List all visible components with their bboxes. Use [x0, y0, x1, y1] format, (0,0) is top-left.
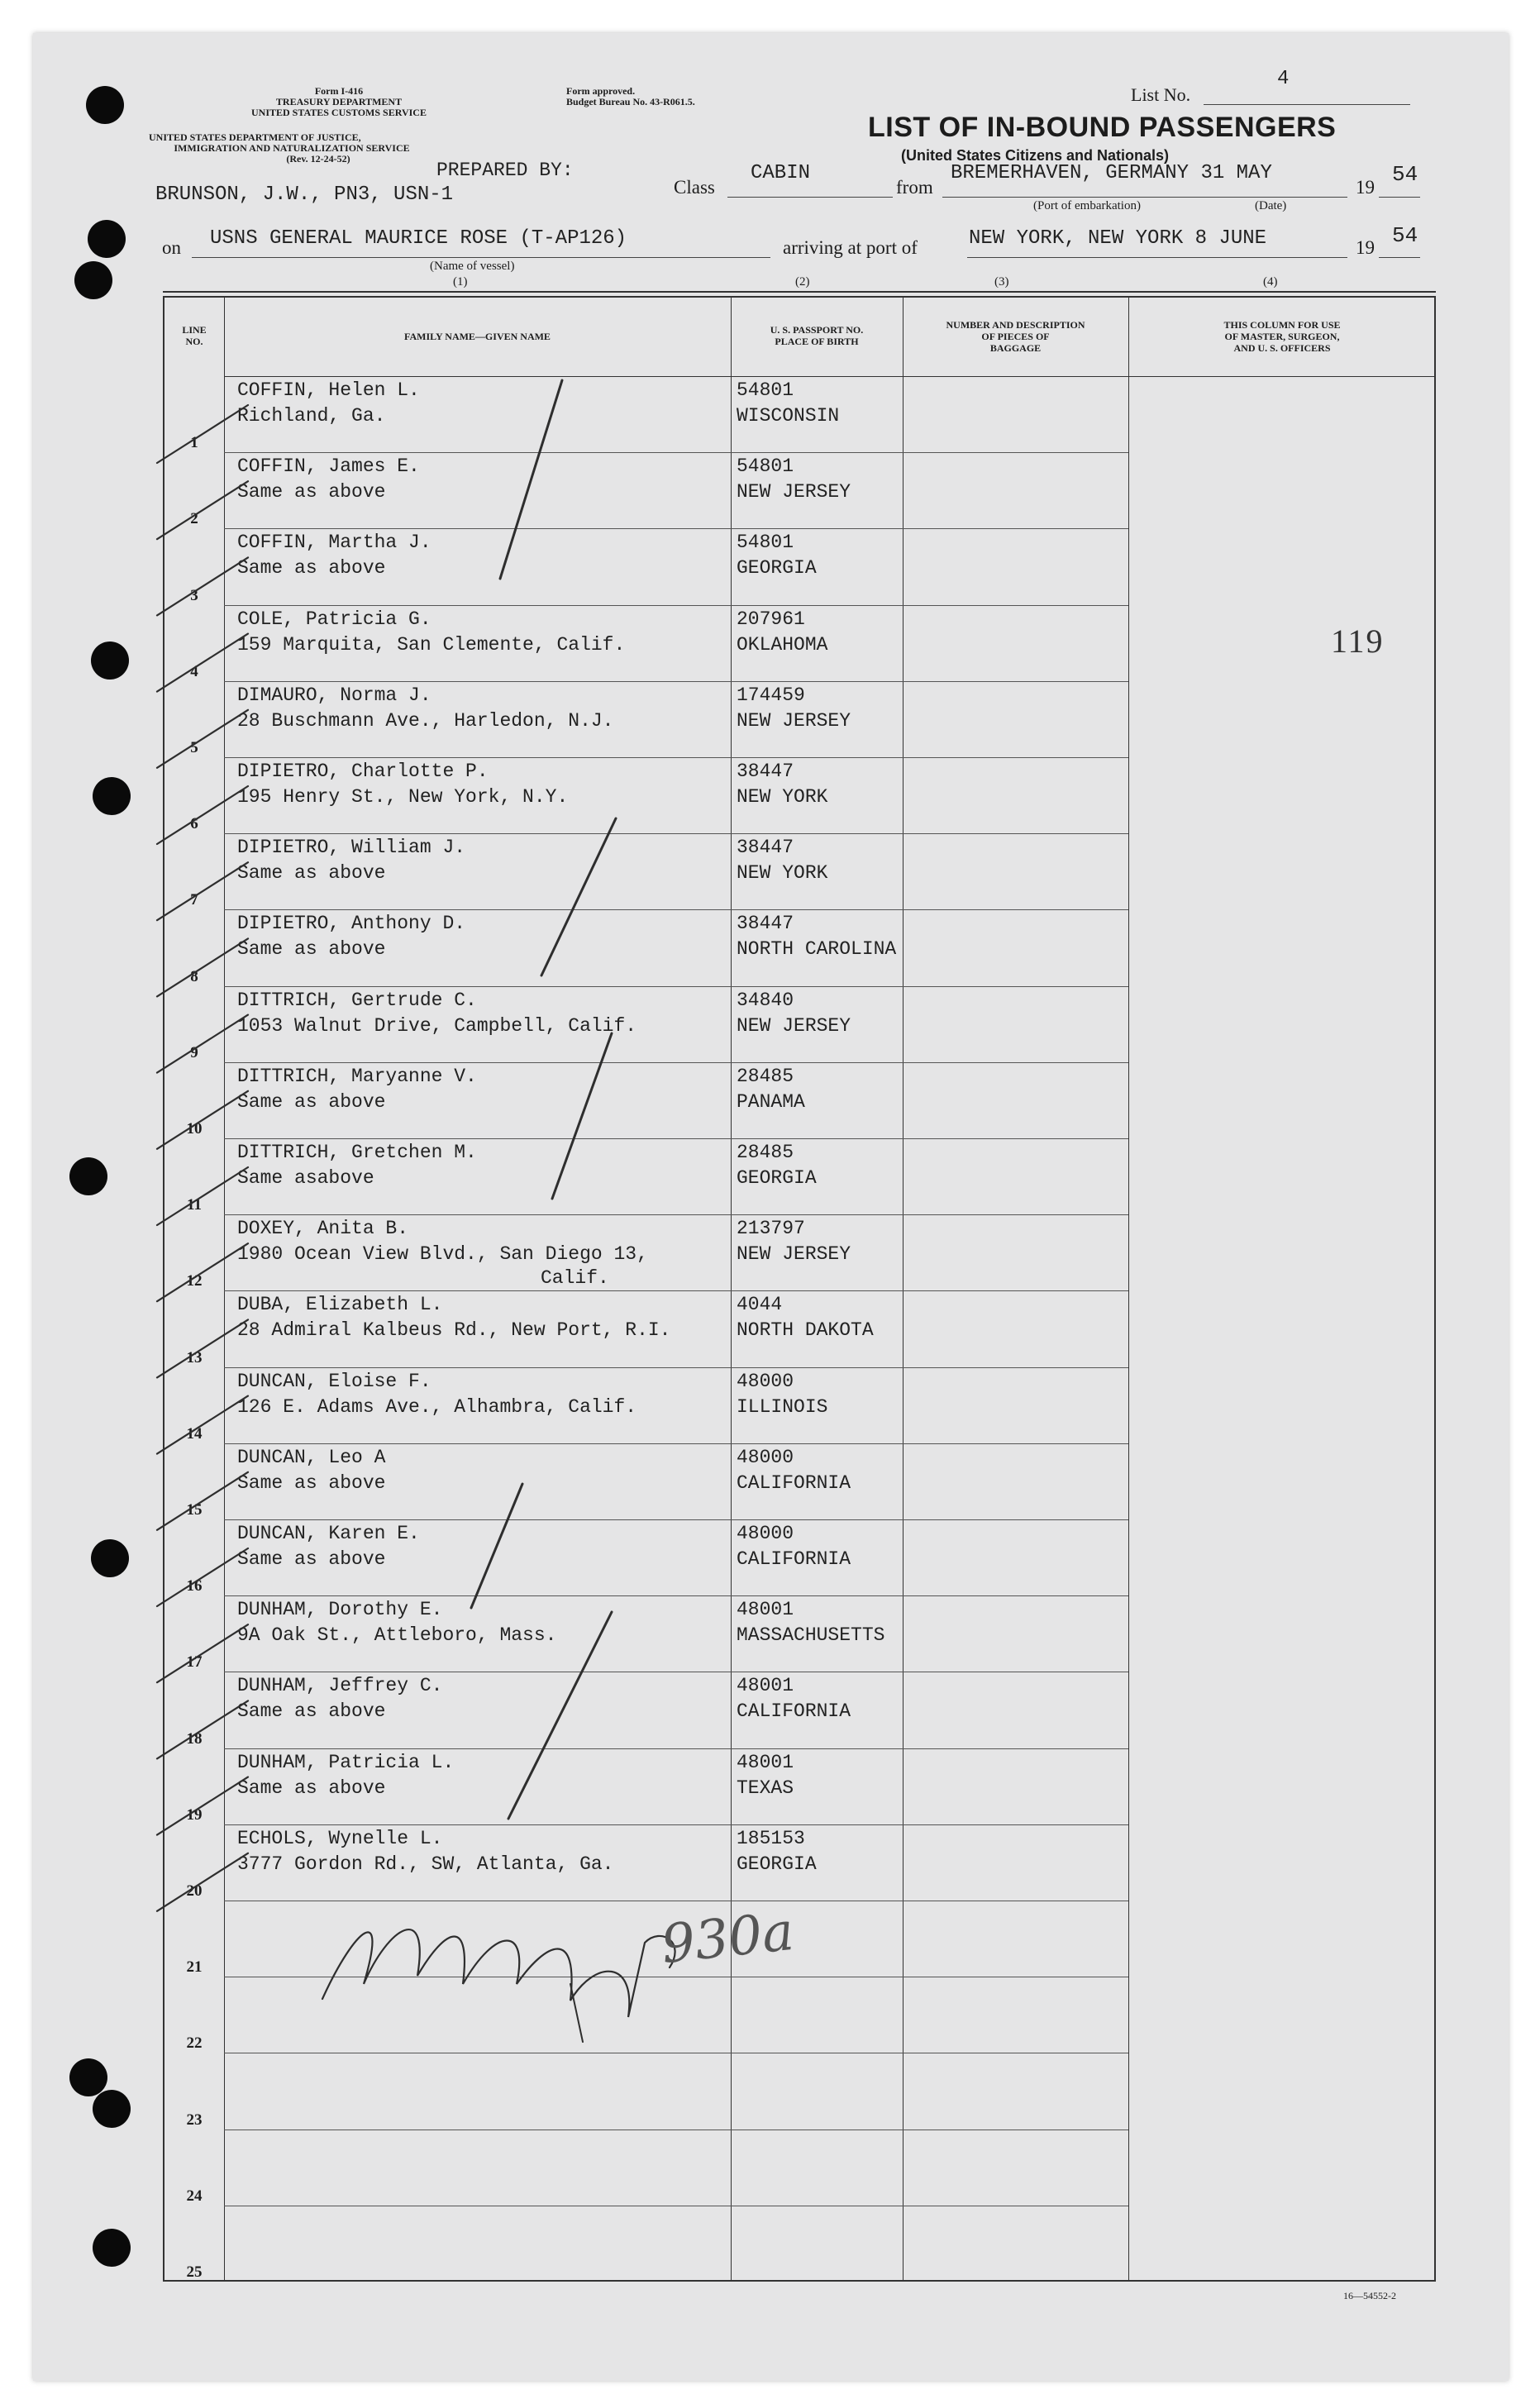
passport-number: 48000 — [737, 1523, 794, 1544]
place-of-birth: OKLAHOMA — [737, 633, 828, 656]
rev-label: (Rev. 12-24-52) — [286, 153, 350, 165]
passenger-name: DIPIETRO, William J. — [237, 837, 466, 859]
line-number: 9 — [190, 1043, 198, 1061]
check-mark — [157, 1319, 248, 1377]
class-label: Class — [674, 177, 715, 198]
line-number: 25 — [186, 2263, 203, 2281]
place-of-birth: NEW JERSEY — [737, 1243, 851, 1266]
check-mark — [157, 405, 248, 463]
header-baggage: NUMBER AND DESCRIPTION OF PIECES OF BAGGAGE — [946, 319, 1085, 354]
place-of-birth: GEORGIA — [737, 1167, 817, 1189]
passenger-name: DOXEY, Anita B. — [237, 1218, 409, 1240]
col-num-4: (4) — [1263, 275, 1278, 289]
year-prefix-1: 19 — [1356, 177, 1375, 198]
line-number: 10 — [186, 1120, 203, 1137]
passenger-address: 195 Henry St., New York, N.Y. — [237, 786, 569, 808]
arriving-label: arriving at port of — [783, 237, 918, 258]
passenger-address: 1980 Ocean View Blvd., San Diego 13, — [237, 1243, 648, 1266]
line-number: 11 — [187, 1196, 202, 1214]
passenger-address: Same as above — [237, 557, 386, 579]
passport-number: 174459 — [737, 684, 805, 706]
line-number: 21 — [186, 1958, 203, 1977]
passenger-name: DUNHAM, Dorothy E. — [237, 1599, 443, 1621]
check-mark — [157, 862, 248, 920]
passenger-address: 126 E. Adams Ave., Alhambra, Calif. — [237, 1395, 637, 1418]
line-number: 2 — [190, 510, 198, 528]
line-number: 13 — [186, 1348, 203, 1366]
passenger-name: DIPIETRO, Anthony D. — [237, 913, 466, 935]
handwritten-time: 930a — [658, 1901, 797, 1977]
line-number: 6 — [190, 815, 198, 833]
line-number: 1 — [190, 434, 198, 452]
line-number: 17 — [186, 1653, 203, 1672]
port-embark-caption: (Port of embarkation) — [1033, 199, 1141, 212]
passenger-name: COFFIN, Helen L. — [237, 379, 420, 401]
col-num-2: (2) — [795, 275, 810, 289]
line-number: 3 — [190, 586, 198, 604]
officer-note: 119 — [1331, 622, 1385, 660]
passport-number: 48001 — [737, 1675, 794, 1697]
passenger-address: Same as above — [237, 481, 386, 503]
line-number: 22 — [186, 2034, 203, 2053]
year-prefix-2: 19 — [1356, 237, 1375, 258]
check-mark — [157, 1091, 248, 1149]
form-approved: Form approved. — [566, 85, 636, 97]
place-of-birth: NEW YORK — [737, 786, 828, 808]
check-mark — [157, 1700, 248, 1758]
place-of-birth: NORTH DAKOTA — [737, 1319, 874, 1342]
passport-number: 28485 — [737, 1065, 794, 1087]
passenger-name: COFFIN, James E. — [237, 455, 420, 478]
place-of-birth: MASSACHUSETTS — [737, 1624, 885, 1647]
list-no-value: 4 — [1277, 68, 1290, 90]
passenger-name: DIPIETRO, Charlotte P. — [237, 761, 489, 782]
passenger-address: 28 Buschmann Ave., Harledon, N.J. — [237, 709, 614, 732]
line-number: 15 — [186, 1501, 203, 1519]
passenger-name: DUBA, Elizabeth L. — [237, 1294, 443, 1316]
check-mark — [157, 1243, 248, 1301]
place-of-birth: CALIFORNIA — [737, 1700, 851, 1723]
passenger-address: 28 Admiral Kalbeus Rd., New Port, R.I. — [237, 1319, 671, 1342]
passenger-address: Same as above — [237, 862, 386, 885]
form-number: Form I-416 — [314, 85, 364, 97]
line-number: 14 — [186, 1424, 203, 1443]
check-mark — [157, 938, 248, 996]
check-mark — [157, 557, 248, 615]
passenger-address: Same as above — [237, 1700, 386, 1723]
place-of-birth: WISCONSIN — [737, 405, 840, 427]
passenger-name: DUNCAN, Leo A — [237, 1446, 386, 1468]
group-check-stroke — [552, 1033, 612, 1199]
check-mark — [157, 1472, 248, 1530]
passenger-name: DITTRICH, Maryanne V. — [237, 1065, 477, 1087]
passport-number: 207961 — [737, 608, 805, 630]
department-label: TREASURY DEPARTMENT — [275, 96, 403, 107]
place-of-birth: ILLINOIS — [737, 1395, 828, 1418]
line-number: 19 — [186, 1805, 203, 1824]
group-check-stroke — [471, 1484, 522, 1608]
line-number: 18 — [186, 1729, 203, 1748]
passenger-name: ECHOLS, Wynelle L. — [237, 1827, 443, 1849]
passport-number: 38447 — [737, 761, 794, 782]
vessel-caption: (Name of vessel) — [430, 260, 515, 273]
passport-number: 4044 — [737, 1294, 783, 1316]
on-label: on — [162, 237, 181, 258]
passenger-address: 9A Oak St., Attleboro, Mass. — [237, 1624, 557, 1647]
embark-value: BREMERHAVEN, GERMANY 31 MAY — [951, 162, 1272, 184]
place-of-birth: TEXAS — [737, 1777, 794, 1799]
passport-number: 48001 — [737, 1599, 794, 1621]
line-number: 8 — [190, 967, 198, 985]
check-mark — [157, 1548, 248, 1606]
check-mark — [157, 481, 248, 539]
passport-number: 48000 — [737, 1370, 794, 1392]
year-suffix-2: 54 — [1392, 223, 1418, 248]
col-num-3: (3) — [994, 275, 1009, 289]
ins-label: IMMIGRATION AND NATURALIZATION SERVICE — [174, 142, 410, 154]
group-check-stroke — [541, 818, 616, 975]
place-of-birth: CALIFORNIA — [737, 1548, 851, 1570]
place-of-birth: NEW JERSEY — [737, 481, 851, 503]
prepared-by-label: PREPARED BY: — [436, 160, 574, 181]
passport-number: 28485 — [737, 1142, 794, 1163]
check-mark — [157, 1853, 248, 1911]
passenger-address: Same as above — [237, 1777, 386, 1799]
passport-number: 48001 — [737, 1751, 794, 1773]
justice-label: UNITED STATES DEPARTMENT OF JUSTICE, — [149, 131, 361, 143]
passenger-name: DIMAURO, Norma J. — [237, 684, 431, 706]
place-of-birth: GEORGIA — [737, 1853, 817, 1875]
group-check-stroke — [500, 380, 562, 579]
check-mark — [157, 710, 248, 768]
passport-number: 213797 — [737, 1218, 805, 1240]
budget-bureau: Budget Bureau No. 43-R061.5. — [566, 96, 695, 107]
passport-number: 38447 — [737, 837, 794, 859]
passenger-address: Same as above — [237, 938, 386, 961]
line-number: 24 — [186, 2187, 203, 2205]
passenger-address: Richland, Ga. — [237, 405, 386, 427]
vessel-name: USNS GENERAL MAURICE ROSE (T-AP126) — [210, 227, 627, 250]
passport-number: 185153 — [737, 1827, 805, 1849]
customs-label: UNITED STATES CUSTOMS SERVICE — [251, 107, 427, 118]
place-of-birth: CALIFORNIA — [737, 1471, 851, 1494]
passenger-address: Same as above — [237, 1548, 386, 1570]
header-officers: THIS COLUMN FOR USE OF MASTER, SURGEON, AND U. S. OFFICERS — [1223, 319, 1341, 354]
list-no-label: List No. — [1131, 84, 1191, 105]
place-of-birth: NEW YORK — [737, 862, 828, 885]
form-title: LIST OF IN-BOUND PASSENGERS — [868, 112, 1337, 143]
passenger-name: COFFIN, Martha J. — [237, 532, 431, 554]
check-mark — [157, 1015, 248, 1073]
place-of-birth: GEORGIA — [737, 557, 817, 579]
line-number: 5 — [190, 739, 198, 756]
check-mark — [157, 1167, 248, 1225]
form-subtitle: (United States Citizens and Nationals) — [901, 147, 1170, 164]
passenger-name: COLE, Patricia G. — [237, 608, 431, 630]
line-number: 12 — [186, 1272, 203, 1290]
check-mark — [157, 634, 248, 692]
preparer-name: BRUNSON, J.W., PN3, USN-1 — [155, 184, 454, 206]
header-passport: U. S. PASSPORT NO. PLACE OF BIRTH — [770, 324, 864, 347]
col-num-1: (1) — [453, 275, 468, 289]
passport-number: 54801 — [737, 379, 794, 401]
passenger-address: Same as above — [237, 1471, 386, 1494]
check-mark — [157, 1396, 248, 1454]
passenger-address: Same asabove — [237, 1167, 374, 1189]
passport-number: 48000 — [737, 1446, 794, 1468]
passport-number: 54801 — [737, 532, 794, 554]
line-number: 23 — [186, 2110, 203, 2129]
header-line-no: LINE NO. — [182, 324, 207, 347]
passenger-name: DUNHAM, Patricia L. — [237, 1751, 455, 1773]
place-of-birth: NEW JERSEY — [737, 709, 851, 732]
check-mark — [157, 1624, 248, 1682]
passenger-address: 159 Marquita, San Clemente, Calif. — [237, 633, 626, 656]
passenger-name: DUNCAN, Eloise F. — [237, 1370, 431, 1392]
line-number: 7 — [190, 891, 198, 909]
place-of-birth: NEW JERSEY — [737, 1014, 851, 1037]
passenger-address: 3777 Gordon Rd., SW, Atlanta, Ga. — [237, 1853, 614, 1875]
header-family-name: FAMILY NAME—GIVEN NAME — [404, 331, 551, 342]
passenger-name: DUNCAN, Karen E. — [237, 1523, 420, 1544]
check-mark — [157, 786, 248, 844]
line-number: 20 — [186, 1882, 203, 1900]
print-code: 16—54552-2 — [1343, 2290, 1396, 2301]
passenger-name: DUNHAM, Jeffrey C. — [237, 1675, 443, 1697]
passport-number: 34840 — [737, 989, 794, 1011]
passport-number: 38447 — [737, 913, 794, 935]
year-suffix-1: 54 — [1392, 162, 1418, 187]
place-of-birth: NORTH CAROLINA — [737, 938, 897, 961]
passenger-name: DITTRICH, Gretchen M. — [237, 1142, 477, 1163]
passenger-name: DITTRICH, Gertrude C. — [237, 989, 477, 1011]
signature — [322, 1929, 675, 2017]
line-number: 16 — [186, 1577, 203, 1595]
date-caption: (Date) — [1255, 199, 1287, 212]
arrival-port: NEW YORK, NEW YORK 8 JUNE — [969, 227, 1267, 250]
passenger-address: 1053 Walnut Drive, Campbell, Calif. — [237, 1014, 637, 1037]
group-check-stroke — [508, 1612, 612, 1819]
class-value: CABIN — [751, 162, 811, 184]
passport-number: 54801 — [737, 455, 794, 478]
from-label: from — [896, 177, 933, 198]
check-mark — [157, 1777, 248, 1835]
passenger-address-cont: Calif. — [541, 1267, 609, 1290]
passenger-address: Same as above — [237, 1090, 386, 1113]
line-number: 4 — [190, 662, 198, 680]
place-of-birth: PANAMA — [737, 1090, 805, 1113]
